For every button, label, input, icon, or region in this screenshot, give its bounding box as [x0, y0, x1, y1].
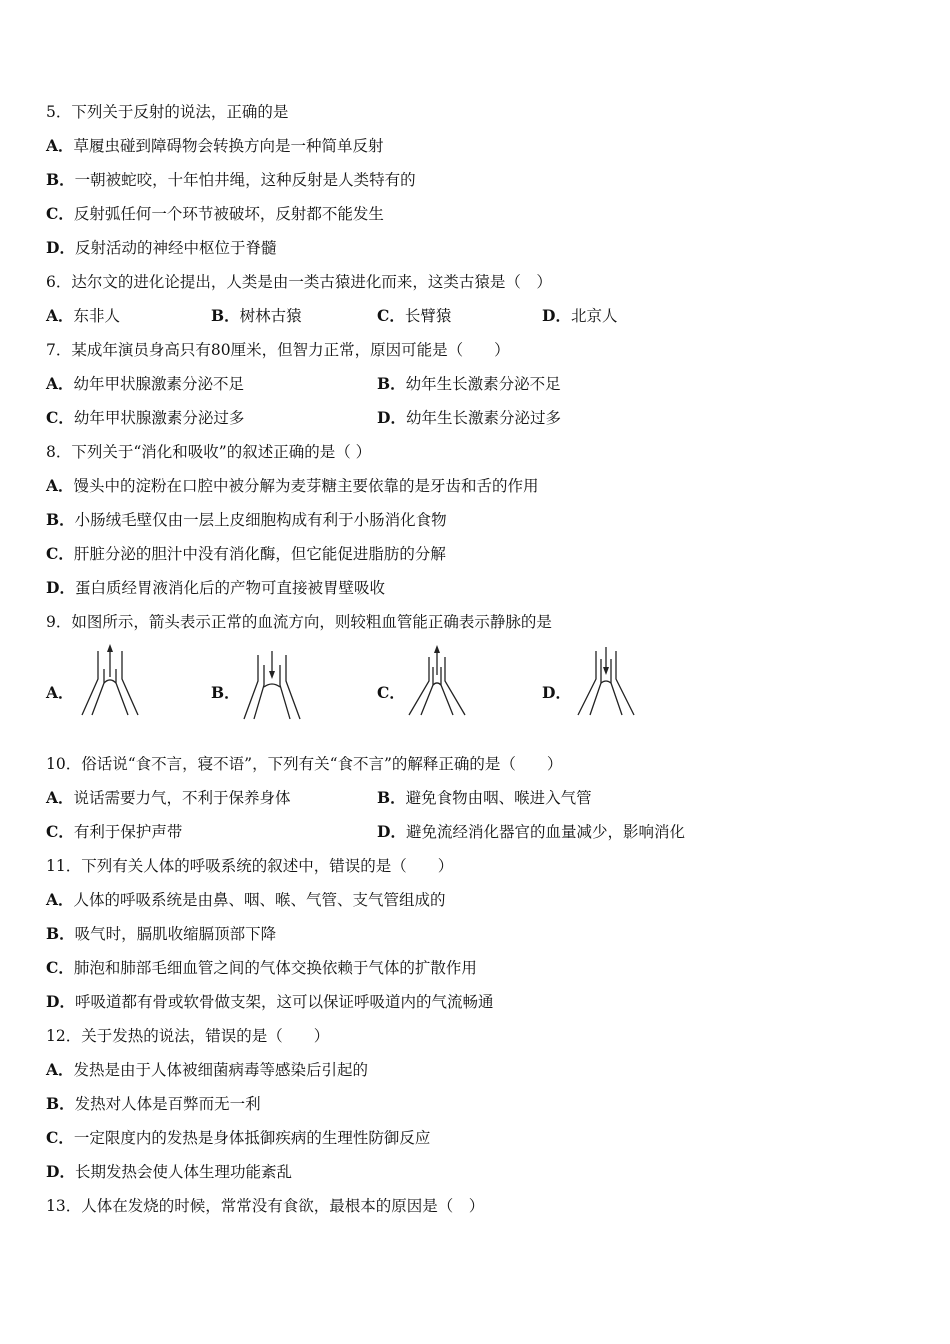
option-letter: A．: [46, 890, 74, 909]
option-letter: B．: [377, 788, 406, 807]
question-6-option-a: [46, 306, 120, 326]
option-text: 发热是由于人体被细菌病毒等感染后引起的: [73, 1061, 369, 1079]
option-text: 说话需要力气，不利于保养身体: [73, 789, 291, 807]
question-7-option-b: [377, 374, 561, 394]
question-12-option-c: [46, 1128, 430, 1148]
vessel-branch-arrow-down-icon: [240, 645, 304, 721]
option-text: 馒头中的淀粉在口腔中被分解为麦芽糖主要依靠的是牙齿和舌的作用: [73, 477, 539, 495]
question-8-option-a: [46, 476, 539, 496]
option-text: 有利于保护声带: [73, 823, 183, 841]
question-12-option-a: [46, 1060, 368, 1080]
option-letter: D．: [46, 578, 75, 597]
option-text: 草履虫碰到障碍物会转换方向是一种简单反射: [73, 137, 384, 155]
question-13-stem: 13．人体在发烧的时候，常常没有食欲，最根本的原因是（ ）: [46, 1197, 485, 1215]
option-letter: C．: [46, 1128, 74, 1147]
question-10-option-b: [377, 788, 592, 808]
vessel-diagram-a: [78, 643, 142, 719]
option-letter: C．: [46, 958, 74, 977]
question-12-option-b: [46, 1094, 261, 1114]
vessel-branch-arrow-up-icon: [405, 643, 469, 719]
option-text: 幼年甲状腺激素分泌不足: [73, 375, 245, 393]
question-7-option-c: [46, 408, 244, 428]
vessel-diagram-d: [574, 643, 638, 719]
option-text: 幼年生长激素分泌不足: [405, 375, 561, 393]
option-letter: C．: [46, 544, 74, 563]
option-text: 吸气时，膈肌收缩膈顶部下降: [74, 925, 277, 943]
question-9-option-c-letter: C．: [377, 683, 405, 702]
vessel-branch-arrow-up-icon: [78, 643, 142, 719]
option-text: 肺泡和肺部毛细血管之间的气体交换依赖于气体的扩散作用: [73, 959, 477, 977]
option-text: 人体的呼吸系统是由鼻、咽、喉、气管、支气管组成的: [73, 891, 446, 909]
option-text: 东非人: [73, 307, 121, 325]
question-10-stem: 10．俗话说“食不言，寝不语”，下列有关“食不言”的解释正确的是（ ）: [46, 755, 563, 773]
question-6-option-c: [377, 306, 451, 326]
question-6-option-b: [211, 306, 302, 326]
question-7-option-a: [46, 374, 244, 394]
question-10-option-c: [46, 822, 182, 842]
option-letter: B．: [46, 1094, 75, 1113]
option-letter: A．: [46, 788, 74, 807]
option-text: 反射弧任何一个环节被破坏，反射都不能发生: [73, 205, 384, 223]
option-letter: C．: [46, 408, 74, 427]
option-letter: D．: [46, 992, 75, 1011]
option-letter: D．: [377, 822, 406, 841]
question-12-stem: 12．关于发热的说法，错误的是（ ）: [46, 1027, 330, 1045]
option-text: 蛋白质经胃液消化后的产物可直接被胃壁吸收: [74, 579, 385, 597]
option-letter: A．: [46, 136, 74, 155]
question-10-option-d: [377, 822, 685, 842]
question-5-option-d: [46, 238, 276, 258]
question-11-option-c: [46, 958, 477, 978]
question-9-option-d-letter: D．: [542, 683, 571, 702]
option-text: 呼吸道都有骨或软骨做支架，这可以保证呼吸道内的气流畅通: [74, 993, 494, 1011]
option-letter: A．: [46, 306, 74, 325]
option-text: 一定限度内的发热是身体抵御疾病的生理性防御反应: [73, 1129, 431, 1147]
option-letter: A．: [46, 374, 74, 393]
question-6-stem: 6．达尔文的进化论提出，人类是由一类古猿进化而来，这类古猿是（ ）: [46, 273, 552, 291]
question-9-option-b-letter: B．: [211, 683, 240, 702]
option-text: 北京人: [570, 307, 618, 325]
question-8-option-c: [46, 544, 446, 564]
question-9-stem: 9．如图所示，箭头表示正常的血流方向，则较粗血管能正确表示静脉的是: [46, 613, 552, 631]
question-7-stem: 7．某成年演员身高只有80厘米，但智力正常，原因可能是（ ）: [46, 341, 510, 359]
option-letter: D．: [377, 408, 406, 427]
option-letter: C．: [46, 204, 74, 223]
option-text: 发热对人体是百弊而无一利: [74, 1095, 261, 1113]
option-letter: B．: [211, 306, 240, 325]
option-letter: A．: [46, 1060, 74, 1079]
vessel-branch-arrow-down-icon: [574, 643, 638, 719]
question-12-option-d: [46, 1162, 292, 1182]
option-letter: A．: [46, 476, 74, 495]
option-letter: B．: [46, 924, 75, 943]
question-8-stem: 8．下列关于“消化和吸收”的叙述正确的是（ ）: [46, 443, 372, 461]
question-8-option-d: [46, 578, 385, 598]
question-5-option-a: [46, 136, 384, 156]
question-11-option-a: [46, 890, 446, 910]
option-text: 避免食物由咽、喉进入气管: [405, 789, 592, 807]
option-letter: D．: [46, 238, 75, 257]
option-text: 幼年生长激素分泌过多: [405, 409, 561, 427]
vessel-diagram-b: [240, 645, 304, 721]
question-9-option-a-letter: A．: [46, 683, 74, 702]
option-text: 树林古猿: [239, 307, 302, 325]
option-text: 一朝被蛇咬，十年怕井绳，这种反射是人类特有的: [74, 171, 416, 189]
option-text: 小肠绒毛壁仅由一层上皮细胞构成有利于小肠消化食物: [74, 511, 447, 529]
option-text: 反射活动的神经中枢位于脊髓: [74, 239, 277, 257]
option-letter: B．: [46, 510, 75, 529]
question-11-option-d: [46, 992, 493, 1012]
option-text: 长臂猿: [404, 307, 452, 325]
option-letter: C．: [377, 306, 405, 325]
option-text: 肝脏分泌的胆汁中没有消化酶，但它能促进脂肪的分解: [73, 545, 446, 563]
question-5-stem: 5．下列关于反射的说法，正确的是: [46, 103, 289, 121]
question-5-option-c: [46, 204, 384, 224]
option-letter: B．: [377, 374, 406, 393]
option-letter: D．: [542, 306, 571, 325]
option-letter: B．: [46, 170, 75, 189]
question-6-option-d: [542, 306, 617, 326]
option-text: 避免流经消化器官的血量减少，影响消化: [405, 823, 685, 841]
option-text: 幼年甲状腺激素分泌过多: [73, 409, 245, 427]
question-8-option-b: [46, 510, 447, 530]
vessel-diagram-c: [405, 643, 469, 719]
option-letter: D．: [46, 1162, 75, 1181]
option-letter: C．: [46, 822, 74, 841]
question-5-option-b: [46, 170, 416, 190]
question-7-option-d: [377, 408, 561, 428]
question-11-option-b: [46, 924, 276, 944]
question-10-option-a: [46, 788, 291, 808]
option-text: 长期发热会使人体生理功能紊乱: [74, 1163, 292, 1181]
question-11-stem: 11．下列有关人体的呼吸系统的叙述中，错误的是（ ）: [46, 857, 454, 875]
